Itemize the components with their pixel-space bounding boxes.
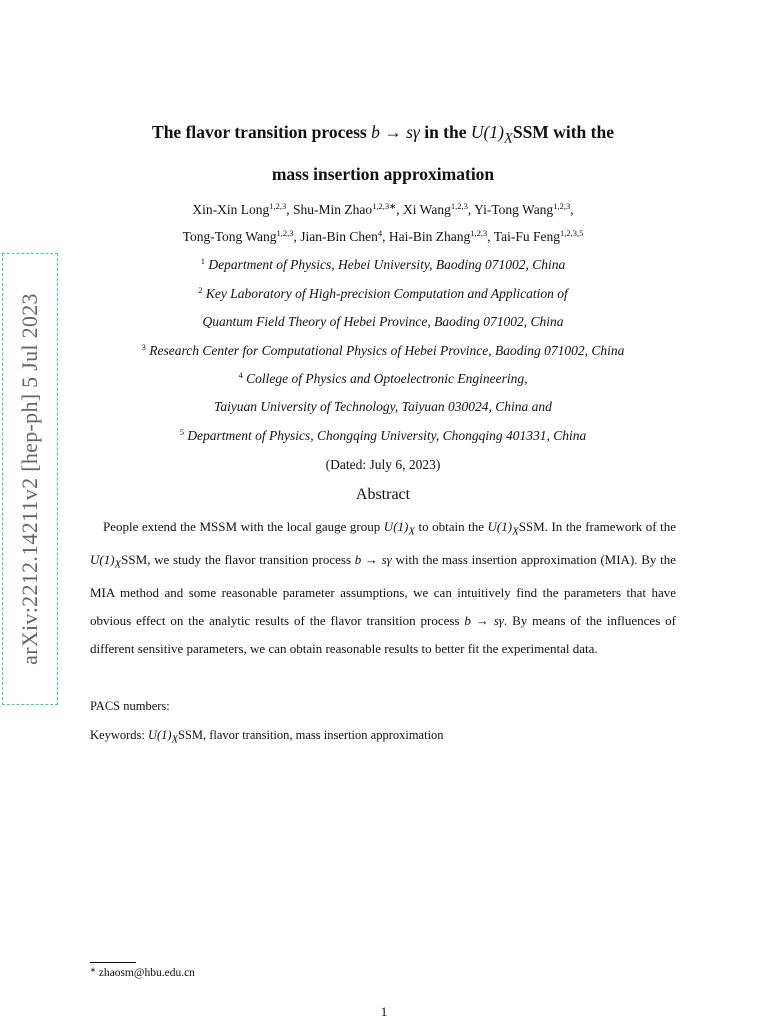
pacs-numbers: PACS numbers: [90, 699, 170, 713]
author-line-2 [90, 228, 676, 246]
title-group-sub: X [503, 130, 513, 147]
affiliation-2-cont: Quantum Field Theory of Hebei Province, Baoding 071002, China [202, 314, 564, 329]
affiliation-2: $^2$ Key Laboratory of High-precision Computation and Application of [198, 285, 568, 301]
author: Yi-Tong Wang$^{1,2,3}$, [474, 201, 574, 217]
page-number: 1 [380, 1004, 388, 1019]
dated: (Dated: July 6, 2023) [325, 457, 441, 472]
title-process: b → sγ [371, 122, 420, 142]
affiliation-4-cont: Taiyuan University of Technology, Taiyuan 030024, China and [214, 399, 552, 414]
author: Xi Wang$^{1,2,3}$, [403, 201, 475, 217]
author: Hai-Bin Zhang$^{1,2,3}$, [388, 228, 494, 244]
title-text: in the [419, 122, 471, 142]
title-text: The flavor transition process [152, 122, 372, 142]
footnote: ∗ zhaosm@hbu.edu.cn [90, 966, 195, 979]
paper-title [90, 115, 676, 192]
footnote-email: zhaosm@hbu.edu.cn [95, 967, 195, 979]
affiliation-3: $^3$ Research Center for Computational Physics of Hebei Province, Baoding 071002, China [141, 342, 625, 358]
affiliation-5: $^5$ Department of Physics, Chongqing University, Chongqing 401331, China [179, 427, 587, 443]
author: Tai-Fu Feng$^{1,2,3,5}$ [493, 228, 584, 244]
author: Tong-Tong Wang$^{1,2,3}$, [182, 228, 301, 244]
author: Jian-Bin Chen$^4$, [300, 228, 389, 244]
author: Xin-Xin Long$^{1,2,3}$, [192, 201, 294, 217]
affiliation-1: $^1$ Department of Physics, Hebei University, Baoding 071002, China [200, 256, 566, 272]
title-line2: mass insertion approximation [271, 163, 495, 184]
author-line-1 [90, 201, 676, 219]
abstract-body: People extend the MSSM with the local gauge group $U(1)_X$ to obtain the $U(1)_XSSM$. In the framework of the $U(1)_XSSM$, we study the flavor transition process b → sγ with the mass insertion approximation (MIA). By the MIA method and some reasonable parameter assumptions, we can intuitively find the parameters that have obvious effect on the analytic results of the flavor transition process b → sγ. By means of the influences of different sensitive parameters, we can obtain reasonable results to better fit the experimental data. [90, 519, 677, 656]
arxiv-stamp-text: arXiv:2212.14211v2 [hep-ph] 5 Jul 2023 [17, 293, 42, 665]
affiliation-4: $^4$ College of Physics and Optoelectronic Engineering, [238, 370, 528, 386]
arxiv-stamp [2, 253, 58, 705]
title-group: U(1) [470, 122, 504, 142]
abstract-heading: Abstract [355, 486, 411, 503]
keywords: Keywords: $U(1)_XSSM$, flavor transition, mass insertion approximation [90, 728, 444, 746]
title-text: SSM with the [512, 122, 614, 142]
author: Shu-Min Zhao$^{1,2,3∗}$, [293, 201, 404, 217]
footnote-rule [90, 962, 136, 963]
